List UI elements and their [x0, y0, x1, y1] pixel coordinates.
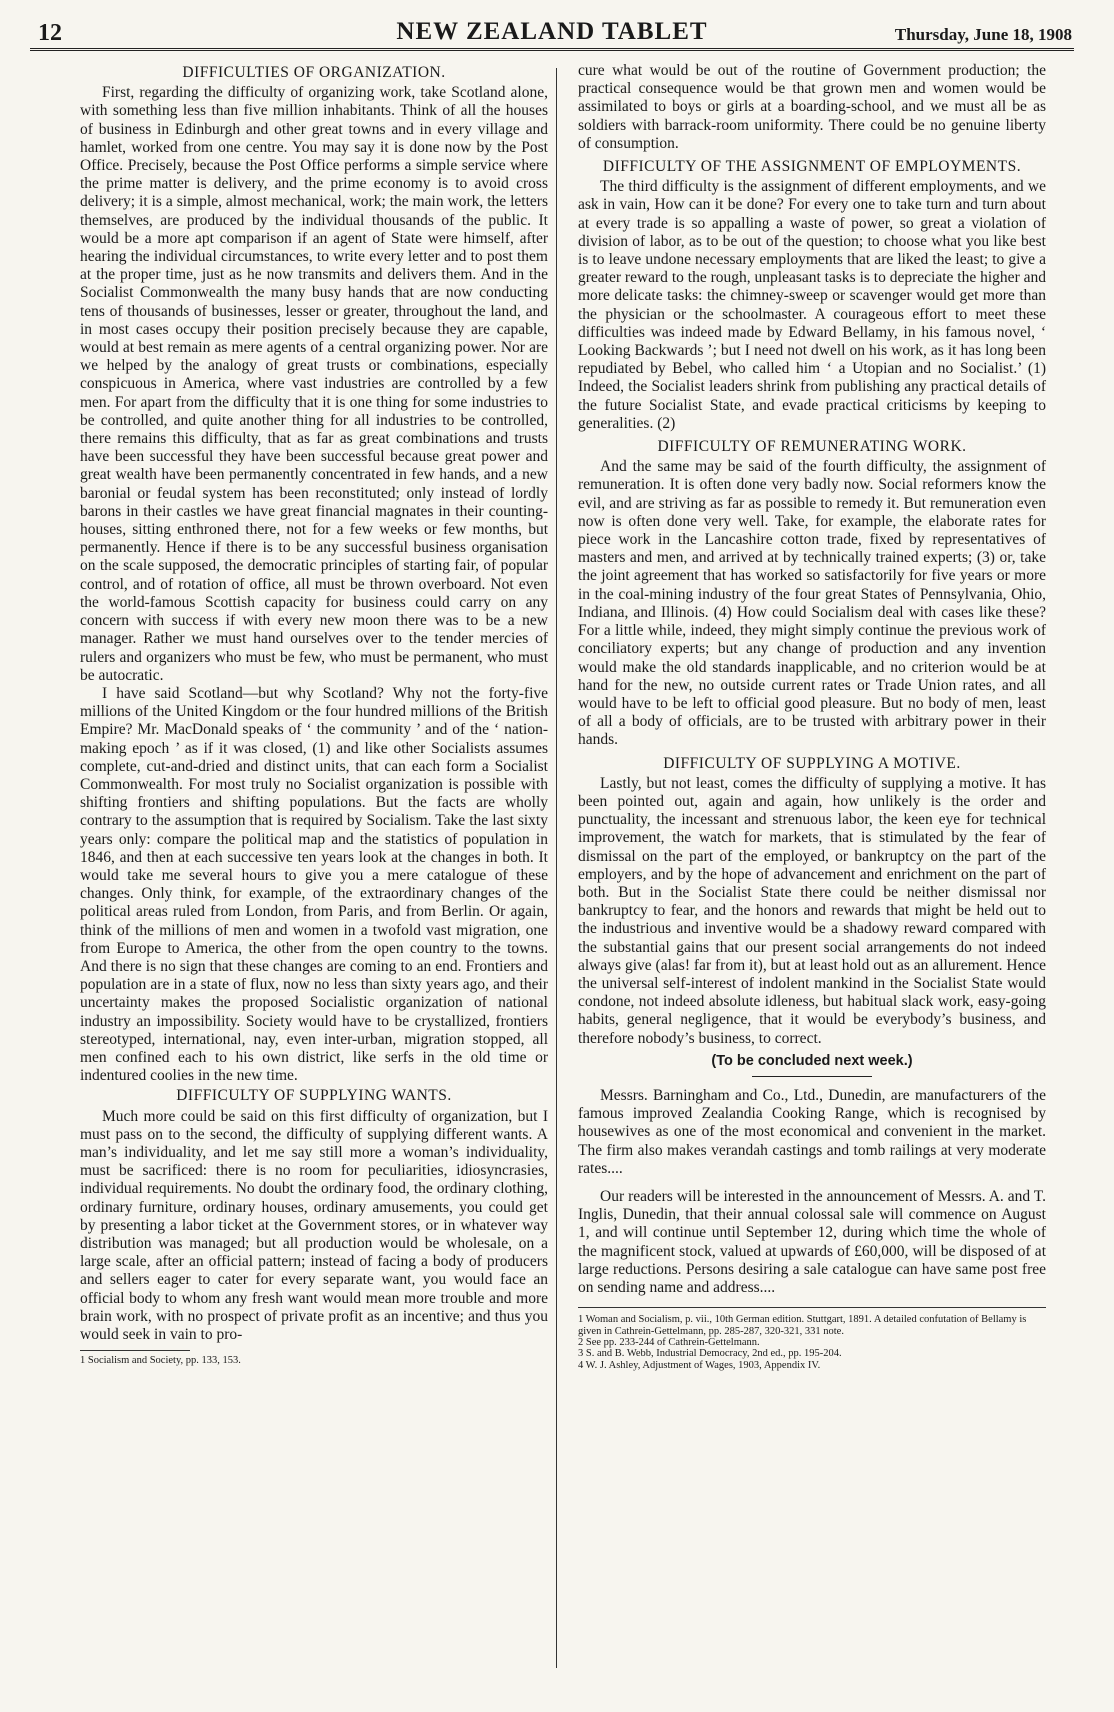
paragraph: And the same may be said of the fourth difficulty, the assignment of remuneration. It is often done very badly now. Social reformers know the evil, and are striving as far as possible to remedy it. But remuneration even now is often done very well. Take, for example, the elaborate rates for piece work in the Lancashire cotton trade, fixed by representatives of masters and men, and arrived at by technically trained experts; (3) or, take the joint agreement that has worked so satisfactorily for five years or more in the coal-mining industry of the four great States of Pennsylvania, Ohio, Indiana, and Illinois. (4) How could Socialism deal with cases like these? For a little while, indeed, they might simply continue the previous work of conciliatory experts; but any change of production and any invention would make the old standards inapplicable, and no criterion would be at hand for the new, no outside current rates or Trade Union rates, and all would have to be left to official good pleasure. But no body of men, least of all a body of officials, are to be trusted with arbitrary power in their hands.	[578, 458, 1046, 749]
paragraph: I have said Scotland—but why Scotland? Why not the forty-five millions of the United Kingdom or the four hundred millions of the British Empire? Mr. MacDonald speaks of ‘ the community ’ and of the ‘ nation-making epoch ’ as if it was closed, (1) and like other Socialists assumes complete, cut-and-dried and distinct units, that can each form a Socialist Commonwealth. For most truly no Socialist organization is possible with shifting frontiers and shifting populations. But the facts are wholly contrary to the assumption that is required by Socialism. Take the last sixty years only: compare the political map and the statistics of population in 1846, and then at each successive ten years look at the changes in both. It would take me several hours to give you a mere catalogue of these changes. Only think, for example, of the extraordinary changes of the political areas ruled from London, from Paris, and from Berlin. Or again, think of the millions of men and women in a twofold vast migration, one from Europe to America, the other from the open country to the towns. And there is no sign that these changes are coming to an end. Frontiers and population are in a state of flux, now no less than sixty years ago, and their uncertainty makes the proposed Socialistic organization of national industry an impossibility. Society would have to be crystallized, frontiers stereotyped, international, nay, even inter-urban, migration stopped, all men confined each to his own district, like serfs in the old time or indentured coolies in the new time.	[80, 684, 548, 1085]
heading-remunerating: DIFFICULTY OF REMUNERATING WORK.	[657, 438, 967, 456]
footnote: 1 Socialism and Society, pp. 133, 153.	[80, 1355, 241, 1367]
right-column	[578, 62, 1046, 1371]
paragraph: First, regarding the difficulty of organizing work, take Scotland alone, with something less than five million inhabitants. Think of all the houses of business in Edinburgh and other great towns and in every village and hamlet, worked from one centre. You may say it is done now by the Post Office. Precisely, because the Post Office performs a simple service where the prime matter is delivery, and the prime economy is to avoid cross delivery; it is a simple, almost mechanical, work; the main work, the letters themselves, are produced by the individual thousands of the public. It would be a more apt comparison if an agent of State were himself, after hearing the individual circumstances, to write every letter and to post them at the proper time, just as he now transmits and delivers them. And in the Socialist Commonwealth the many busy hands that are now conducting tens of thousands of businesses, lesser or greater, throughout the land, and in most cases occupy their position precisely because they are capable, would at best remain as mere agents of a central organizing power. Nor are we helped by the analogy of great trusts or combinations, especially conspicuous in America, where vast industries are controlled by a few men. For apart from the difficulty that it is one thing for some industries to be controlled, and quite another thing for all industries to be controlled, there remains this difficulty, that as far as great combinations and trusts have been successful they have been successful because great power and great wealth have been permanently concentrated in few hands, and a new baronial or feudal system has been reconstituted; only instead of lordly barons in their castles we have great financial magnates in their counting-houses, sitting enthroned there, not for a few weeks or few months, but permanently. Hence if there is to be any successful business organisation on the scale supposed, the democratic principles of starting fair, of popular control, and of rotation of office, all must be thrown overboard. Not even the world-famous Scottish capacity for business could carry on any concern with success if with every new moon there was to be a new manager. Rather we must hand ourselves over to the tender mercies of rulers and organizers who must be few, who must be permanent, who must be autocratic.	[80, 84, 548, 684]
footnote: 4 W. J. Ashley, Adjustment of Wages, 1903, Appendix IV.	[578, 1359, 821, 1371]
advertisement: Our readers will be interested in the announcement of Messrs. A. and T. Inglis, Dunedin, that their annual colossal sale will commence on August 1, and will continue until September 12, during which time the whole of the magnificent stock, valued at upwards of £60,000, will be disposed of at large reductions. Persons desiring a sale catalogue can have same post free on sending name and address....	[578, 1187, 1046, 1296]
heading-motive: DIFFICULTY OF SUPPLYING A MOTIVE.	[663, 754, 961, 772]
paragraph: Lastly, but not least, comes the difficulty of supplying a motive. It has been pointed out, again and again, how unlikely is the order and punctuality, the incessant and strenuous labor, the keen eye for technical improvement, the watch for markets, that is stimulated by the fear of dismissal on the part of the employed, or bankruptcy on the part of the employers, and by the hope of advancement and enrichment on the part of both. But in the Socialist State there could be neither dismissal nor bankruptcy to fear, and the honors and rewards that might be held out to the industrious and inventive would be a shadowy reward compared with the substantial gains that our present social arrangements do not indeed always give (alas! far from it), but at least hold out as an allurement. Hence the universal self-interest of indolent mankind in the Socialist State would condone, not indeed absolute idleness, but habitual slack work, easy-going habits, general negligence, that it would be everybody’s business, and therefore nobody’s business, to correct.	[578, 774, 1046, 1047]
footnotes	[578, 1307, 1046, 1371]
heading-organization: DIFFICULTIES OF ORGANIZATION.	[182, 64, 446, 81]
issue-date: Thursday, June 18, 1908	[894, 25, 1072, 44]
advertisements	[578, 1087, 1046, 1297]
column-divider	[556, 68, 557, 1668]
to-be-concluded: (To be concluded next week.)	[711, 1052, 913, 1069]
paragraph: The third difficulty is the assignment of different employments, and we ask in vain, How can it be done? For every one to take turn and turn about at every trade is so appalling a waste of power, so great a violation of division of labor, as to be out of the question; to choose what you like best is to leave undone necessary employments that are liked the least; to give a greater reward to the rough, unpleasant tasks is to depreciate the higher and more delicate tasks: the chimney-sweep or scavenger would get more than the physician or the schoolmaster. A courageous effort to meet these difficulties was indeed made by Edward Bellamy, in his famous novel, ‘ Looking Backwards ’; but I need not dwell on his work, as it has long been repudiated by Bebel, who called him ‘ a Utopian and no Socialist.’ (1) Indeed, the Socialist leaders shrink from publishing any practical details of the future Socialist State, and evade practical criticisms by keeping to generalities. (2)	[578, 178, 1046, 432]
footnote-rule	[80, 1350, 190, 1351]
paragraph: cure what would be out of the routine of Government production; the practical consequence would be that grown men and women would be assimilated to boys or girls at a boarding-school, and we must all be as soldiers with barrack-room uniformity. There could be no genuine liberty of consumption.	[578, 62, 1046, 152]
page-number: 12	[38, 20, 62, 46]
footnote: 1 Woman and Socialism, p. vii., 10th German edition. Stuttgart, 1891. A detailed confutation of Bellamy is given in Cathrein-Gettelmann, pp. 285-287, 320-321, 331 note.	[578, 1314, 1027, 1337]
advertisement: Messrs. Barningham and Co., Ltd., Dunedin, are manufacturers of the famous improved Zealandia Cooking Range, which is recognised by housewives as one of the most economical and convenient in the market. The firm also makes verandah castings and tomb railings at very moderate rates....	[578, 1086, 1046, 1177]
footnote: 3 S. and B. Webb, Industrial Democracy, 2nd ed., pp. 195-204.	[578, 1348, 842, 1360]
heading-employments: DIFFICULTY OF THE ASSIGNMENT OF EMPLOYMENTS.	[602, 158, 1022, 176]
paragraph: Much more could be said on this first difficulty of organization, but I must pass on to the second, the difficulty of supplying different wants. A man’s individuality, and let me say still more a woman’s individuality, must be sacrificed: there is no room for peculiarities, idiosyncrasies, individual requirements. No doubt the ordinary food, the ordinary clothing, ordinary furniture, ordinary houses, ordinary amusements, you could get by presenting a labor ticket at the Government stores, or in whatever way distribution was managed; but all production would be wholesale, on a large scale, after an official pattern; instead of facing a body of producers and sellers eager to cater for every separate want, you would face an official body to whom any fresh want would mean more trouble and more brain work, with no prospect of private profit as an incentive; and thus you would seek in vain to pro-	[80, 1107, 548, 1344]
left-column	[80, 62, 548, 1367]
heading-wants: DIFFICULTY OF SUPPLYING WANTS.	[176, 1087, 452, 1105]
footnote: 2 See pp. 233-244 of Cathrein-Gettelmann.	[578, 1337, 760, 1349]
newspaper-title: NEW ZEALAND TABLET	[396, 18, 708, 45]
masthead	[30, 18, 1074, 51]
section-rule	[752, 1076, 872, 1077]
